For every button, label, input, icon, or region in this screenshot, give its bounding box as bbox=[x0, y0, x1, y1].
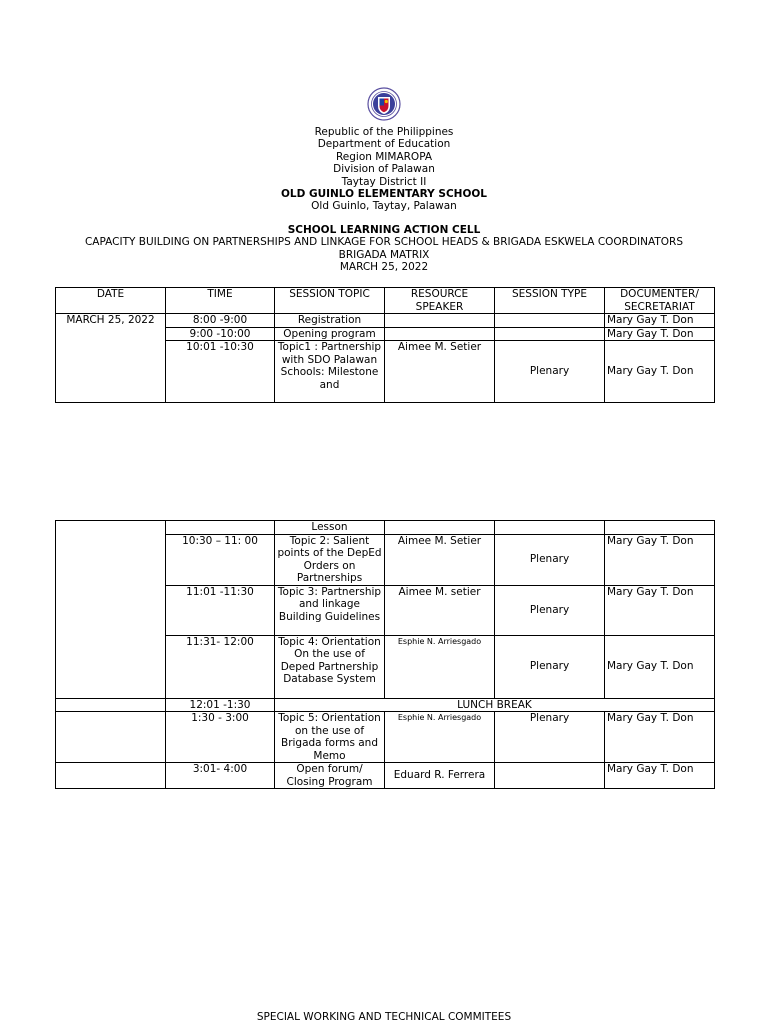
time-cell: 3:01- 4:00 bbox=[166, 763, 275, 789]
col-header-date: DATE bbox=[56, 288, 166, 314]
time-cell: 8:00 -9:00 bbox=[166, 314, 275, 328]
topic-cell: Lesson bbox=[275, 521, 385, 535]
header-region: Region MIMAROPA bbox=[335, 150, 433, 163]
header-division: Division of Palawan bbox=[333, 163, 435, 176]
time-cell: 11:01 -11:30 bbox=[166, 585, 275, 635]
date-cell bbox=[56, 712, 166, 763]
speaker-cell bbox=[385, 327, 495, 341]
time-cell: 1:30 - 3:00 bbox=[166, 712, 275, 763]
col-header-type: SESSION TYPE bbox=[495, 288, 605, 314]
speaker-cell: Eduard R. Ferrera bbox=[385, 763, 495, 789]
deped-seal-logo bbox=[367, 87, 401, 121]
type-cell: Plenary bbox=[495, 585, 605, 635]
schedule-table-page2 bbox=[55, 520, 715, 789]
topic-cell: Topic 2: Salient points of the DepEd Orders on Partnerships bbox=[275, 534, 385, 585]
documenter-cell: Mary Gay T. Don bbox=[605, 341, 715, 403]
documenter-cell: Mary Gay T. Don bbox=[605, 534, 715, 585]
type-cell: Plenary bbox=[495, 635, 605, 698]
type-cell bbox=[495, 314, 605, 328]
type-cell: Plenary bbox=[495, 534, 605, 585]
documenter-cell: Mary Gay T. Don bbox=[605, 585, 715, 635]
table-row bbox=[56, 521, 715, 535]
col-header-topic: SESSION TOPIC bbox=[275, 288, 385, 314]
type-cell bbox=[495, 521, 605, 535]
date-cell: MARCH 25, 2022 bbox=[56, 314, 166, 403]
type-cell: Plenary bbox=[495, 712, 605, 763]
training-title: CAPACITY BUILDING ON PARTNERSHIPS AND LINKAGE FOR SCHOOL HEADS & BRIGADA ESKWELA COORDINATORS bbox=[84, 236, 684, 249]
table-header-row bbox=[56, 288, 715, 314]
lunch-row bbox=[56, 698, 715, 712]
documenter-cell: Mary Gay T. Don bbox=[605, 314, 715, 328]
date-cell bbox=[56, 521, 166, 699]
type-cell bbox=[495, 327, 605, 341]
topic-cell: Topic1 : Partnership with SDO Palawan Schools: Milestone and bbox=[275, 341, 385, 403]
speaker-cell: Aimee M. Setier bbox=[385, 534, 495, 585]
time-cell: 12:01 -1:30 bbox=[166, 698, 275, 712]
table-row bbox=[56, 314, 715, 328]
slac-heading: SCHOOL LEARNING ACTION CELL bbox=[287, 224, 481, 236]
topic-cell: Topic 5: Orientation on the use of Brigada forms and Memo bbox=[275, 712, 385, 763]
time-cell bbox=[166, 521, 275, 535]
schedule-table-page1 bbox=[55, 287, 715, 403]
documenter-cell: Mary Gay T. Don bbox=[605, 763, 715, 789]
type-cell: Plenary bbox=[495, 341, 605, 403]
school-name: OLD GUINLO ELEMENTARY SCHOOL bbox=[280, 188, 487, 201]
speaker-cell bbox=[385, 521, 495, 535]
topic-cell: Open forum/ Closing Program bbox=[275, 763, 385, 789]
speaker-cell: Esphie N. Arriesgado bbox=[385, 635, 495, 698]
topic-cell: Registration bbox=[275, 314, 385, 328]
time-cell: 10:30 – 11: 00 bbox=[166, 534, 275, 585]
speaker-cell bbox=[385, 314, 495, 328]
documenter-cell bbox=[605, 521, 715, 535]
speaker-cell: Aimee M. setier bbox=[385, 585, 495, 635]
lunch-break-cell: LUNCH BREAK bbox=[275, 698, 715, 712]
school-address: Old Guinlo, Taytay, Palawan bbox=[311, 200, 457, 213]
type-cell bbox=[495, 763, 605, 789]
matrix-date: MARCH 25, 2022 bbox=[339, 261, 429, 274]
footer-heading: SPECIAL WORKING AND TECHNICAL COMMITEES bbox=[256, 1011, 512, 1023]
time-cell: 10:01 -10:30 bbox=[166, 341, 275, 403]
col-header-documenter: DOCUMENTER/ SECRETARIAT bbox=[605, 288, 715, 314]
header-department: Department of Education bbox=[317, 138, 451, 151]
speaker-cell: Esphie N. Arriesgado bbox=[385, 712, 495, 763]
date-cell bbox=[56, 763, 166, 789]
table-row bbox=[56, 712, 715, 763]
documenter-cell: Mary Gay T. Don bbox=[605, 635, 715, 698]
speaker-cell: Aimee M. Setier bbox=[385, 341, 495, 403]
col-header-speaker: RESOURCE SPEAKER bbox=[385, 288, 495, 314]
matrix-subtitle: BRIGADA MATRIX bbox=[338, 248, 430, 261]
col-header-time: TIME bbox=[166, 288, 275, 314]
time-cell: 9:00 -10:00 bbox=[166, 327, 275, 341]
date-cell bbox=[56, 698, 166, 712]
documenter-cell: Mary Gay T. Don bbox=[605, 327, 715, 341]
topic-cell: Topic 3: Partnership and linkage Building Guidelines bbox=[275, 585, 385, 635]
topic-cell: Opening program bbox=[275, 327, 385, 341]
table-row bbox=[56, 763, 715, 789]
header-republic: Republic of the Philippines bbox=[314, 126, 454, 138]
time-cell: 11:31- 12:00 bbox=[166, 635, 275, 698]
header-district: Taytay District II bbox=[341, 175, 427, 188]
documenter-cell: Mary Gay T. Don bbox=[605, 712, 715, 763]
topic-cell: Topic 4: Orientation On the use of Deped Partnership Database System bbox=[275, 635, 385, 698]
